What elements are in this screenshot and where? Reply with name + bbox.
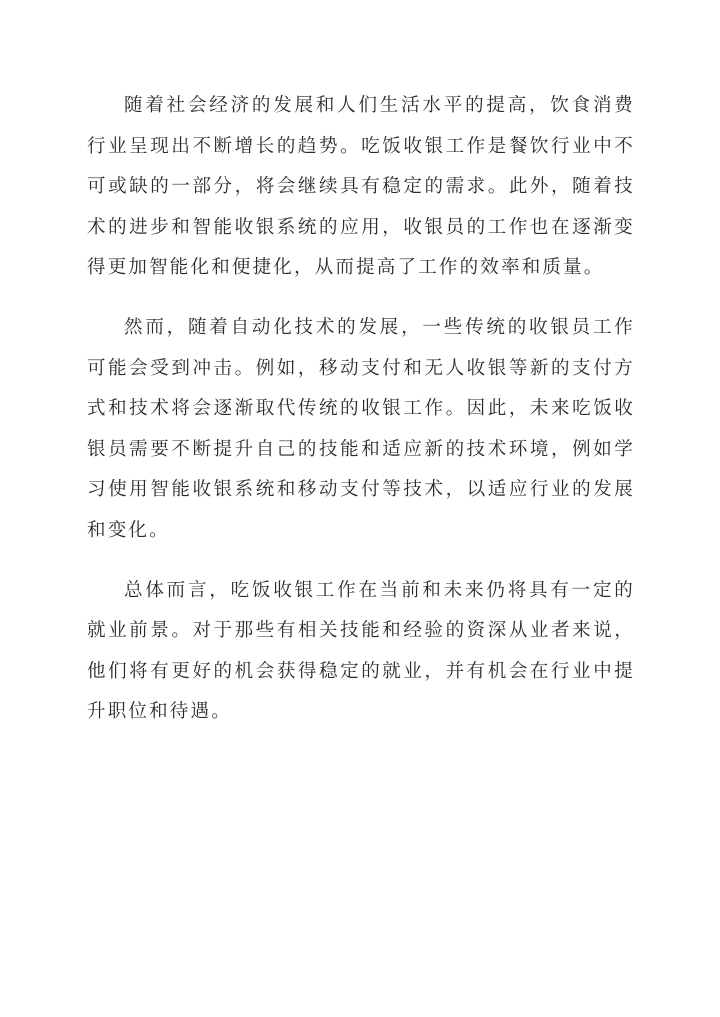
paragraph-3: 总体而言，吃饭收银工作在当前和未来仍将具有一定的就业前景。对于那些有相关技能和经验的资深从业者来说，他们将有更好的机会获得稳定的就业，并有机会在行业中提升职位和待遇。 xyxy=(87,579,635,723)
paragraph-2: 然而，随着自动化技术的发展，一些传统的收银员工作可能会受到冲击。例如，移动支付和无人收银等新的支付方式和技术将会逐渐取代传统的收银工作。因此，未来吃饭收银员需要不断提升自己的技能和适应新的技术环境，例如学习使用智能收银系统和移动支付等技术，以适应行业的发展和变化。 xyxy=(87,316,635,541)
document-body xyxy=(87,86,635,752)
paragraph-1: 随着社会经济的发展和人们生活水平的提高，饮食消费行业呈现出不断增长的趋势。吃饭收银工作是餐饮行业中不可或缺的一部分，将会继续具有稳定的需求。此外，随着技术的进步和智能收银系统的应用，收银员的工作也在逐渐变得更加智能化和便捷化，从而提高了工作的效率和质量。 xyxy=(87,95,635,279)
